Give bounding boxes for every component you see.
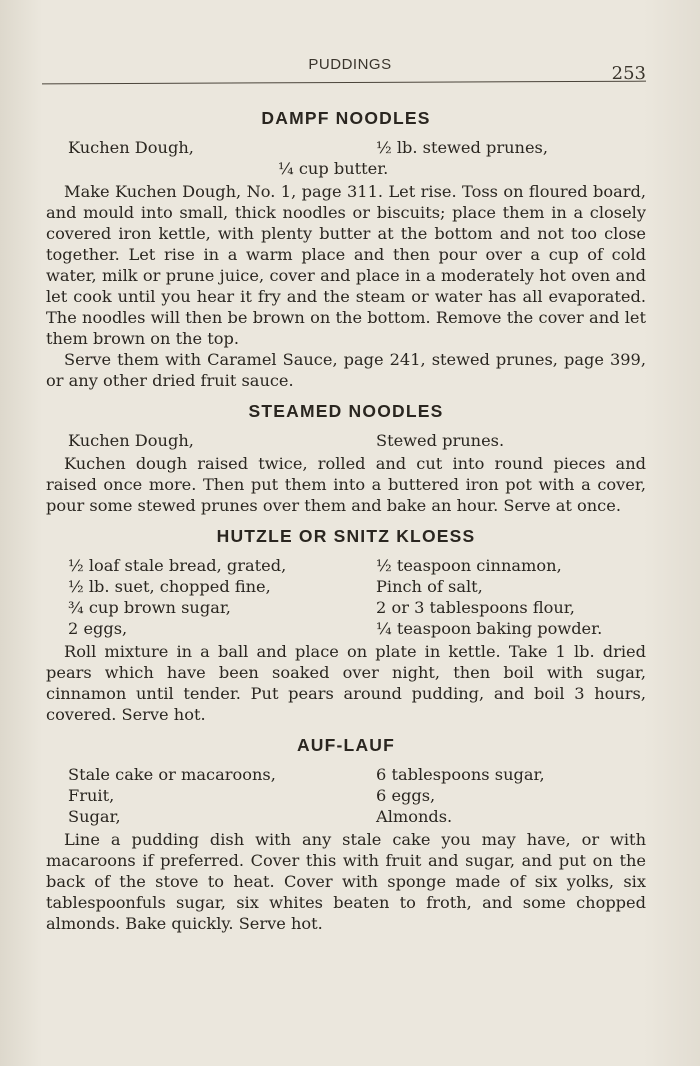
header-rule	[42, 81, 646, 85]
ingredient: Almonds.	[376, 807, 453, 826]
recipe-auf-lauf	[46, 735, 646, 934]
ingredient: ¼ cup butter.	[278, 159, 389, 178]
ingredient: ¼ teaspoon baking powder.	[376, 619, 603, 638]
ingredient: ¾ cup brown sugar,	[68, 598, 231, 617]
ingredient: 2 or 3 tablespoons flour,	[376, 598, 575, 617]
recipe-title: HUTZLE OR SNITZ KLOESS	[216, 526, 476, 546]
recipe-dampf-noodles	[46, 108, 646, 391]
recipe-instructions: Make Kuchen Dough, No. 1, page 311. Let rise. Toss on floured board, and mould into small, thick noodles or biscuits; place them in a closely covered iron kettle, with plenty butter at the bottom and not too close together. Let rise in a warm place and then pour over a cup of cold water, milk or prune juice, cover and place in a moderately hot oven and let cook until you hear it fry and the steam or water has all evaporated. The noodles will then be brown on the bottom. Remove the cover and let them brown on the top.	[46, 182, 646, 348]
ingredient-list	[46, 764, 646, 827]
ingredient: Kuchen Dough,	[68, 138, 194, 157]
recipe-steamed-noodles	[46, 401, 646, 516]
page-body	[46, 100, 646, 944]
ingredient: ½ teaspoon cinnamon,	[376, 556, 562, 575]
recipe-instructions: Roll mixture in a ball and place on plate in kettle. Take 1 lb. dried pears which have been soaked over night, then boil with sugar, cinnamon until tender. Put pears around pudding, and boil 3 hours, covered. Serve hot.	[46, 642, 646, 724]
recipe-title: STEAMED NOODLES	[248, 401, 444, 421]
ingredient: Stale cake or macaroons,	[68, 765, 276, 784]
running-head: PUDDINGS	[308, 56, 392, 73]
ingredient: ½ loaf stale bread, grated,	[68, 556, 287, 575]
recipe-instructions: Line a pudding dish with any stale cake you may have, or with macaroons if preferred. Cover this with fruit and sugar, and put on the back of the stove to heat. Cover with sponge made of six yolks, six tablespoonfuls sugar, six whites beaten to froth, and some chopped almonds. Bake quickly. Serve hot.	[46, 830, 646, 933]
ingredient: 6 eggs,	[376, 786, 436, 805]
recipe-instructions: Kuchen dough raised twice, rolled and cut into round pieces and raised once more. Then put them into a buttered iron pot with a cover, pour some stewed prunes over them and bake an hour. Serve at once.	[46, 454, 646, 515]
recipe-title: AUF-LAUF	[296, 735, 396, 755]
ingredient: ½ lb. suet, chopped fine,	[68, 577, 271, 596]
ingredient: Stewed prunes.	[376, 431, 505, 450]
ingredient-list	[46, 137, 646, 179]
recipe-hutzle-kloess	[46, 526, 646, 725]
ingredient: Sugar,	[68, 807, 121, 826]
recipe-title: DAMPF NOODLES	[261, 108, 431, 128]
ingredient: 6 tablespoons sugar,	[376, 765, 545, 784]
recipe-instructions: Serve them with Caramel Sauce, page 241, stewed prunes, page 399, or any other dried fruit sauce.	[46, 350, 646, 390]
ingredient: Fruit,	[68, 786, 115, 805]
page-number: 253	[611, 63, 646, 84]
ingredient: Pinch of salt,	[376, 577, 483, 596]
ingredient-list	[46, 555, 646, 639]
ingredient: ½ lb. stewed prunes,	[376, 138, 548, 157]
ingredient-list	[46, 430, 646, 451]
ingredient: 2 eggs,	[68, 619, 128, 638]
ingredient: Kuchen Dough,	[68, 431, 194, 450]
